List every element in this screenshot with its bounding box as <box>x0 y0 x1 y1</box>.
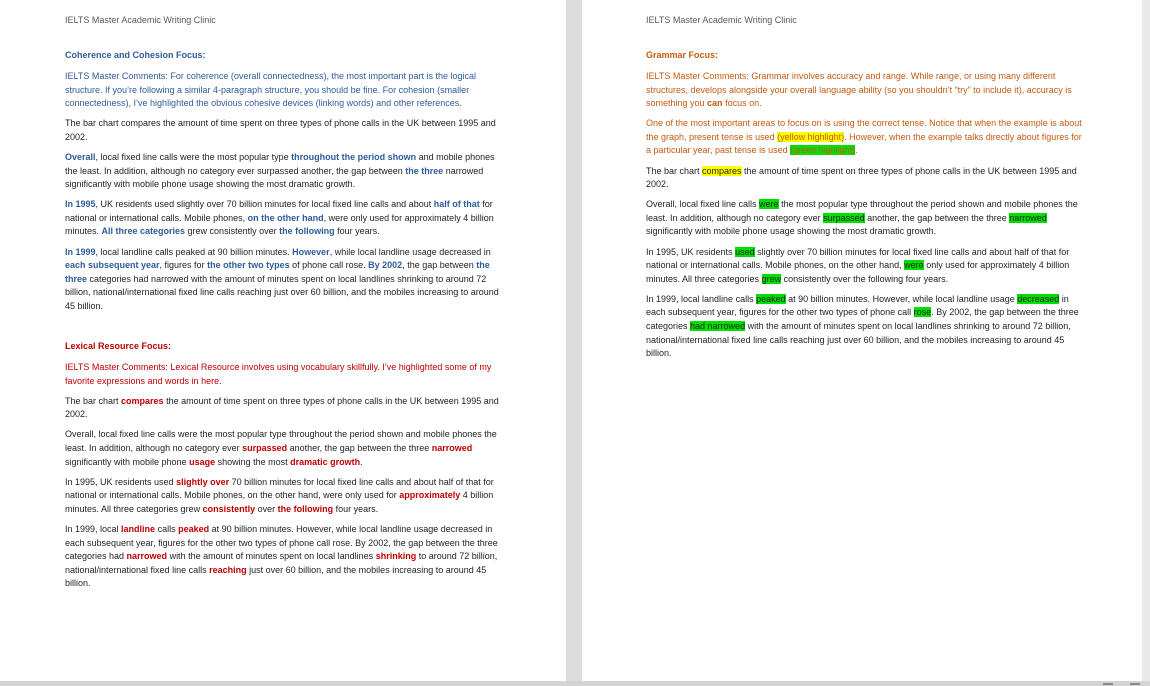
highlighted-text: In 1995 <box>65 199 96 210</box>
text-run: , while local landline usage decreased in <box>329 246 491 257</box>
text-run: categories had narrowed with the amount of minutes spent on local landlines shrinking to around 72 billion, national/international fixed line calls reaching just over 60 billion, and the mobiles increasing to around 45 billion. <box>65 273 499 311</box>
coherence-comment: IELTS Master Comments: For coherence (overall connectedness), the most important part is the logical structure. If you’re following a similar 4-paragraph structure, you should be fine. For cohesion (smaller connectedness), I’ve highlighted the obvious cohesive devices (linking words) and other references. <box>65 71 477 109</box>
text-run: , local landline calls peaked at 90 billion minutes. <box>95 246 293 257</box>
text-run: , were only used for approximately 4 billion minutes. <box>65 212 494 237</box>
highlighted-text: peaked <box>756 293 786 304</box>
grammar-paragraph-2 <box>646 198 1082 239</box>
grammar-paragraph-1 <box>646 165 1082 192</box>
text-run: four years. <box>333 503 379 514</box>
highlighted-text: had narrowed <box>690 321 746 331</box>
text-run: , figures for <box>159 260 208 271</box>
highlighted-text: the other two types <box>207 260 290 271</box>
document-page-right[interactable] <box>582 0 1142 681</box>
highlighted-text: on the other hand <box>247 212 324 223</box>
text-run: 70 billion minutes for local fixed line calls and about half of that for national or international calls. Mobile phones, on the other hand, were only used for <box>65 476 494 501</box>
text-run: In 1995, UK residents <box>646 246 736 257</box>
text-run: , the gap between <box>402 260 477 271</box>
text-run: grew consistently over <box>185 226 280 237</box>
window-edge <box>1142 0 1150 686</box>
lexical-comment: IELTS Master Comments: Lexical Resource involves using vocabulary skillfully. I’ve highlighted some of my favorite expressions and words in here. <box>65 362 492 386</box>
text-run: just over 60 billion, and the mobiles increasing to around 45 billion. <box>65 564 487 589</box>
text-run: to around 72 billion, national/international fixed line calls <box>65 551 498 575</box>
coherence-paragraph-1: The bar chart compares the amount of time spent on three types of phone calls in the UK between 1995 and 2002. <box>65 118 496 142</box>
lexical-paragraph-2 <box>65 428 506 469</box>
text-run: the most popular type throughout the period shown and mobile phones the least. In addition, although no category ever <box>646 199 1078 223</box>
text-run: . By 2002, the gap between the three categories <box>646 307 1079 331</box>
grammar-paragraph-4 <box>646 293 1082 361</box>
coherence-paragraph-2 <box>65 151 506 192</box>
text-run: Overall, local fixed line calls <box>646 199 760 210</box>
text-run: slightly over 70 billion minutes for local fixed line calls and about half of that for national or international calls. Mobile phones, on the other hand, <box>646 246 1070 271</box>
highlighted-text: peaked <box>178 523 210 534</box>
text-run: the amount of time spent on three types of phone calls in the UK between 1995 and 2002. <box>65 395 499 420</box>
text-run: showing the most <box>215 456 291 467</box>
lexical-paragraph-1 <box>65 395 506 422</box>
lexical-paragraph-3 <box>65 476 506 517</box>
text-run: narrowed significantly with mobile phone usage showing the most dramatic growth. <box>65 165 484 190</box>
text-run: and mobile phones the least. In addition, although no category ever surpassed another, the gap between <box>65 151 495 176</box>
highlighted-text: consistently <box>202 503 256 514</box>
highlighted-text: Overall <box>65 151 96 162</box>
highlighted-text: each subsequent year <box>65 260 160 271</box>
page-header: IELTS Master Academic Writing Clinic <box>646 15 797 25</box>
text-run: calls <box>155 523 179 534</box>
coherence-paragraph-3 <box>65 198 506 239</box>
highlighted-text: slightly over <box>176 476 230 487</box>
highlighted-text: can <box>707 98 723 109</box>
highlighted-text: dramatic growth <box>290 456 361 467</box>
highlighted-text: One of the most important areas to focus on is using the correct tense. Notice that when the example is about the graph, present tense is used <box>646 118 1082 142</box>
text-run: another, the gap between the three <box>864 212 1010 223</box>
text-run: with the amount of minutes spent on local landlines shrinking to around 72 billion, national/international fixed line calls reaching just over 60 billion, and the mobiles increasing to around 45 billion. <box>646 321 1071 359</box>
highlighted-text: approximately <box>399 490 461 501</box>
highlighted-text: grew <box>761 273 782 284</box>
text-run: consistently over the following four years. <box>781 273 949 284</box>
status-mark <box>1130 683 1140 685</box>
highlighted-text: half of that <box>433 199 480 210</box>
text-run: In 1999, local landline calls <box>646 293 757 304</box>
grammar-section-title: Grammar Focus: <box>646 50 719 60</box>
lexical-paragraph-4 <box>65 523 506 591</box>
text-run: of phone call rose. <box>289 260 369 271</box>
text-run: Overall, local fixed line calls were the most popular type throughout the period shown and mobile phones the least. In addition, although no category ever <box>65 429 497 453</box>
text-run: in each subsequent year, figures for the other two types of phone call <box>646 293 1069 318</box>
page-gutter <box>566 0 582 686</box>
page-header: IELTS Master Academic Writing Clinic <box>65 15 216 25</box>
highlighted-text: surpassed <box>823 212 865 223</box>
text-run: with the amount of minutes spent on local landlines <box>167 551 376 562</box>
text-run: The bar chart <box>65 395 122 406</box>
highlighted-text: surpassed <box>242 442 288 453</box>
highlighted-text: the following <box>277 503 334 514</box>
text-run: 4 billion minutes. All three categories grew <box>65 490 494 514</box>
text-run: only used for approximately 4 billion minutes. All three categories <box>646 260 1070 284</box>
text-run: In 1999, local <box>65 523 122 534</box>
highlighted-text: In 1999 <box>65 246 96 257</box>
text-run: the amount of time spent on three types of phone calls in the UK between 1995 and 2002. <box>646 165 1077 190</box>
highlighted-text: By 2002 <box>368 260 403 271</box>
highlighted-text: (green highlight) <box>790 145 856 156</box>
highlighted-text: narrowed <box>431 442 473 453</box>
highlighted-text: compares <box>702 165 742 176</box>
highlighted-text: narrowed <box>126 551 168 562</box>
highlighted-text: . <box>855 145 858 156</box>
text-run: , UK residents used slightly over 70 billion minutes for local fixed line calls and about <box>95 199 434 210</box>
text-run: significantly with mobile phone usage showing the most dramatic growth. <box>646 226 937 237</box>
highlighted-text: (yellow highlight) <box>777 131 845 142</box>
highlighted-text: focus on. <box>722 98 762 109</box>
highlighted-text: decreased <box>1017 293 1060 304</box>
text-run: In 1995, UK residents used <box>65 476 177 487</box>
highlighted-text: rose <box>913 307 932 318</box>
text-run: another, the gap between the three <box>287 442 432 453</box>
coherence-section-title: Coherence and Cohesion Focus: <box>65 50 206 60</box>
highlighted-text: narrowed <box>1009 212 1047 223</box>
highlighted-text: landline <box>121 523 156 534</box>
text-run: The bar chart <box>646 165 703 176</box>
text-run: four years. <box>334 226 380 237</box>
highlighted-text: reaching <box>209 564 247 575</box>
highlighted-text: were <box>904 260 924 271</box>
highlighted-text: . However, when the example talks directly about figures for a particular year, past tense is used <box>646 131 1082 156</box>
highlighted-text: All three categories <box>101 226 186 237</box>
highlighted-text: usage <box>189 456 216 467</box>
grammar-comment-2 <box>646 117 1082 158</box>
text-run: , local fixed line calls were the most popular type <box>95 151 292 162</box>
highlighted-text: shrinking <box>375 551 417 562</box>
text-run: at 90 billion minutes. However, while local landline usage <box>785 293 1018 304</box>
text-run: for national or international calls. Mobile phones, <box>65 199 493 223</box>
highlighted-text: However <box>292 246 330 257</box>
grammar-paragraph-3 <box>646 246 1082 287</box>
highlighted-text: IELTS Master Comments: Grammar involves accuracy and range. While range, or using many different structures, develops alongside your overall language ability (so you shouldn’t “try” to include it), accuracy is something you <box>646 71 1072 109</box>
text-run: . <box>360 456 363 467</box>
coherence-paragraph-4 <box>65 246 506 314</box>
highlighted-text: compares <box>121 395 164 406</box>
highlighted-text: used <box>735 246 755 257</box>
grammar-comment <box>646 70 1082 111</box>
text-run: over <box>255 503 278 514</box>
highlighted-text: the following <box>279 226 335 237</box>
highlighted-text: were <box>759 199 779 210</box>
highlighted-text: the three <box>405 165 444 176</box>
highlighted-text: the three <box>65 260 490 284</box>
text-run: significantly with mobile phone <box>65 456 190 467</box>
lexical-section-title: Lexical Resource Focus: <box>65 341 172 351</box>
status-strip <box>0 681 1150 686</box>
status-mark <box>1103 683 1113 685</box>
text-run: at 90 billion minutes. However, while local landline usage decreased in each subsequent year, figures for the other two types of phone call rose. By 2002, the gap between the three categories had <box>65 523 498 562</box>
document-page-left[interactable] <box>0 0 566 681</box>
highlighted-text: throughout the period shown <box>291 151 417 162</box>
